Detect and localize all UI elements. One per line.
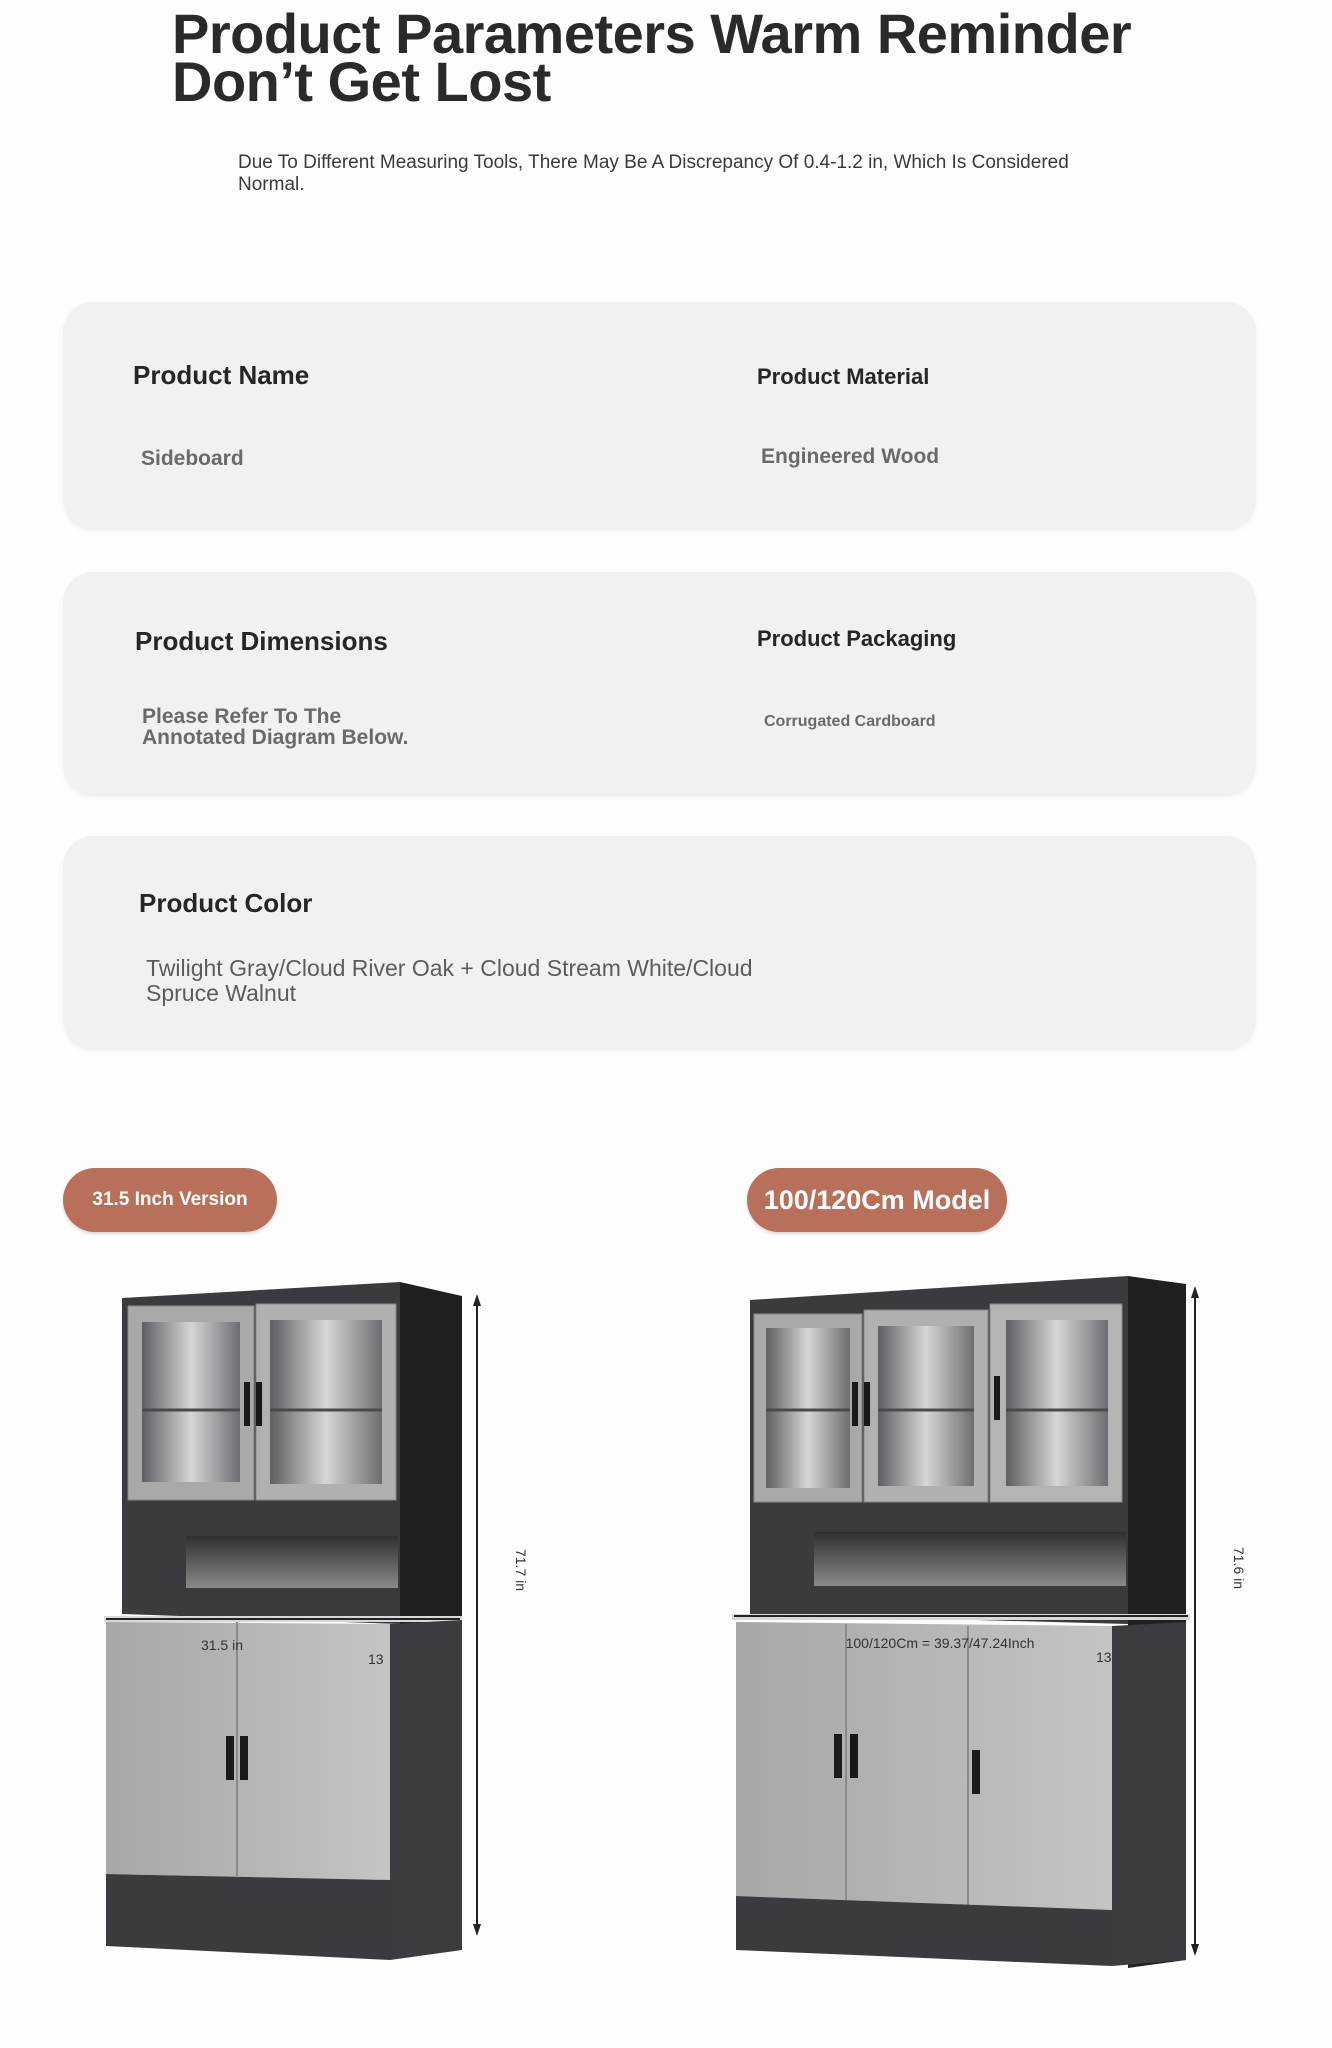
right-height-label: 71.6 in (1231, 1546, 1247, 1590)
right-width-label: 100/120Cm = 39.37/47.24Inch (845, 1635, 1035, 1651)
cabinet-right-lower-side (1112, 1622, 1186, 1966)
product-material-value: Engineered Wood (761, 445, 940, 468)
cabinet-diagrams (0, 1270, 1332, 2000)
cabinet-left-open-shelf (186, 1536, 398, 1588)
left-width-label: 31.5 in (200, 1637, 244, 1653)
cabinet-right-handle-2 (864, 1382, 870, 1426)
cabinet-right-open-shelf (814, 1532, 1126, 1586)
product-name-label: Product Name (133, 360, 310, 390)
measurement-note: Due To Different Measuring Tools, There May Be A Discrepancy Of 0.4-1.2 in, Which Is Considered Normal. (238, 152, 1069, 195)
left-height-label: 71.7 in (513, 1548, 529, 1592)
dimensions-value-line-2: Annotated Diagram Below. (142, 726, 409, 749)
product-dimensions-value (142, 706, 408, 748)
color-value-line-1: Twilight Gray/Cloud River Oak + Cloud Stream White/Cloud (146, 955, 753, 981)
cabinet-right (732, 1276, 1247, 1968)
cabinet-right-lower-handle-1 (834, 1734, 842, 1778)
cabinet-left-lower-side (390, 1620, 462, 1960)
right-depth-label: 13 (1096, 1649, 1112, 1665)
cabinet-left-lower-handle-1 (226, 1736, 234, 1780)
product-name-value: Sideboard (141, 447, 244, 470)
cabinet-right-glass-pane-3 (1006, 1320, 1108, 1486)
cabinet-left-handle-2 (256, 1382, 262, 1426)
version-badge-100-120cm: 100/120Cm Model (747, 1168, 1007, 1232)
product-color-label: Product Color (139, 888, 313, 918)
cabinet-left-glass-pane-1 (142, 1322, 240, 1482)
product-material-label: Product Material (757, 364, 930, 389)
color-value-line-2: Spruce Walnut (146, 980, 296, 1006)
product-packaging-label: Product Packaging (757, 626, 957, 651)
cabinet-right-lower-handle-3 (972, 1750, 980, 1794)
page-title (172, 2, 1172, 113)
spec-card-dimensions-packaging (63, 572, 1256, 796)
left-depth-label: 13 (368, 1651, 384, 1667)
cabinet-left-base (106, 1874, 390, 1960)
cabinet-right-handle-1 (852, 1382, 858, 1426)
cabinet-right-lower-doors (736, 1622, 1112, 1910)
version-badge-31-5-inch: 31.5 Inch Version (63, 1168, 277, 1232)
cabinet-right-glass-pane-1 (766, 1328, 850, 1488)
cabinet-right-handle-3 (994, 1376, 1000, 1420)
cabinet-left-glass-pane-2 (270, 1320, 382, 1484)
dimensions-value-line-1: Please Refer To The (142, 705, 342, 728)
product-packaging-value: Corrugated Cardboard (764, 713, 936, 730)
spec-card-name-material (63, 302, 1256, 530)
spec-card-color (63, 836, 1256, 1050)
product-color-value (146, 956, 753, 1006)
cabinet-left-handle-1 (244, 1382, 250, 1426)
cabinet-left-lower-handle-2 (240, 1736, 248, 1780)
title-line-1: Product Parameters Warm Reminder (172, 2, 1132, 65)
product-dimensions-label: Product Dimensions (135, 626, 388, 656)
title-line-2: Don’t Get Lost (172, 50, 551, 113)
cabinet-left (104, 1282, 529, 1960)
cabinet-right-lower-handle-2 (850, 1734, 858, 1778)
cabinet-right-glass-pane-2 (878, 1326, 974, 1486)
